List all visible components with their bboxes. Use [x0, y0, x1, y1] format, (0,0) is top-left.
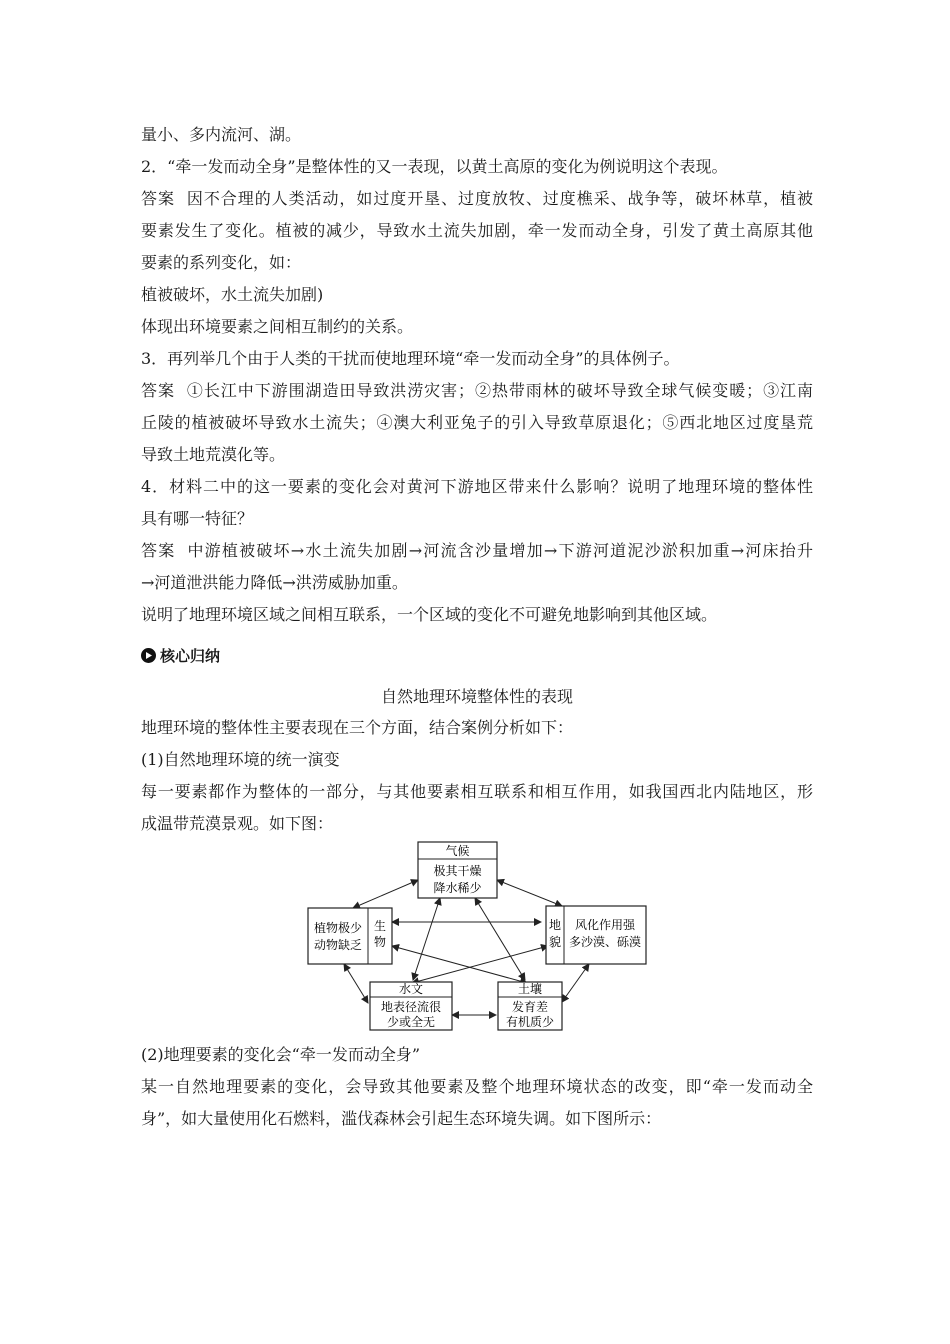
climate-line-2: 降水稀少	[433, 881, 482, 895]
hydrology-line-1: 地表径流很	[380, 1000, 442, 1014]
text-line: 量小、多内流河、湖。	[141, 125, 302, 144]
text-line: 每一要素都作为整体的一部分，与其他要素相互联系和相互作用，如我国西北内陆地区，形	[141, 782, 813, 801]
question-3: 3．再列举几个由于人类的干扰而使地理环境“牵一发而动全身”的具体例子。	[141, 349, 680, 368]
text-line: 要素的系列变化，如：	[141, 253, 302, 272]
soil-box	[498, 981, 562, 1030]
hydrology-title: 水文	[398, 982, 424, 996]
answer-text: 因不合理的人类活动，如过度开垦、过度放牧、过度樵采、战争等，破坏林草，植被	[186, 189, 813, 208]
text-line: 植被破坏，水土流失加剧)	[141, 285, 324, 304]
text-line: 说明了地理环境区域之间相互联系，一个区域的变化不可避免地影响到其他区域。	[141, 605, 718, 624]
answer-3-line	[141, 380, 813, 402]
text-line: 体现出环境要素之间相互制约的关系。	[141, 317, 414, 336]
text-line: 成温带荒漠景观。如下图：	[141, 814, 334, 833]
text-line: 身”，如大量使用化石燃料，滥伐森林会引起生态环境失调。如下图所示：	[141, 1109, 662, 1128]
climate-box	[418, 842, 497, 898]
text-line: 要素发生了变化。植被的减少，导致水土流失加剧，牵一发而动全身，引发了黄土高原其他	[141, 221, 813, 240]
answer-2-line	[141, 188, 813, 210]
question-2: 2．“牵一发而动全身”是整体性的又一表现，以黄土高原的变化为例说明这个表现。	[141, 157, 728, 176]
text-line: 丘陵的植被破坏导致水土流失；④澳大利亚兔子的引入导致草原退化；⑤西北地区过度垦荒	[141, 413, 813, 432]
section-title: 核心归纳	[160, 646, 221, 665]
climate-title: 气候	[445, 844, 470, 858]
answer-label: 答案	[141, 381, 175, 400]
soil-line-1: 发育差	[511, 1000, 549, 1014]
landform-line-1: 风化作用强	[574, 918, 636, 932]
answer-4-line	[141, 540, 813, 562]
landform-line-2: 多沙漠、砾漠	[568, 935, 642, 949]
section-heading	[141, 644, 220, 666]
landform-title-1: 地	[548, 918, 562, 932]
climate-line-1: 极其干燥	[433, 864, 482, 878]
answer-text: ①长江中下游围湖造田导致洪涝灾害；②热带雨林的破坏导致全球气候变暖；③江南	[186, 381, 813, 400]
landform-box	[546, 906, 646, 964]
answer-label: 答案	[141, 189, 175, 208]
subsection-title: 自然地理环境整体性的表现	[380, 687, 573, 706]
biology-title-2: 物	[373, 935, 387, 949]
play-icon	[141, 648, 156, 663]
text-line: 导致土地荒漠化等。	[141, 445, 286, 464]
desert-landscape-diagram	[300, 840, 660, 1035]
text-line: 具有哪一特征？	[141, 509, 254, 528]
soil-title: 土壤	[517, 982, 543, 996]
text-line: 某一自然地理要素的变化，会导致其他要素及整个地理环境状态的改变，即“牵一发而动全	[141, 1077, 813, 1096]
text-line: (1)自然地理环境的统一演变	[141, 750, 340, 769]
biology-line-2: 动物缺乏	[313, 938, 363, 952]
text-line: 地理环境的整体性主要表现在三个方面，结合案例分析如下：	[141, 718, 574, 737]
text-line: (2)地理要素的变化会“牵一发而动全身”	[141, 1045, 421, 1064]
hydrology-box	[370, 981, 452, 1030]
biology-line-1: 植物极少	[313, 921, 363, 935]
soil-line-2: 有机质少	[505, 1015, 555, 1029]
answer-label: 答案	[141, 541, 176, 560]
biology-title-1: 生	[373, 919, 387, 933]
text-line: →河道泄洪能力降低→洪涝威胁加重。	[141, 573, 408, 592]
question-4: 4．材料二中的这一要素的变化会对黄河下游地区带来什么影响？说明了地理环境的整体性	[141, 477, 813, 496]
biology-box	[308, 908, 392, 964]
hydrology-line-2: 少或全无	[386, 1015, 436, 1029]
landform-title-2: 貌	[548, 935, 562, 949]
answer-text: 中游植被破坏→水土流失加剧→河流含沙量增加→下游河道泥沙淤积加重→河床抬升	[187, 541, 813, 560]
